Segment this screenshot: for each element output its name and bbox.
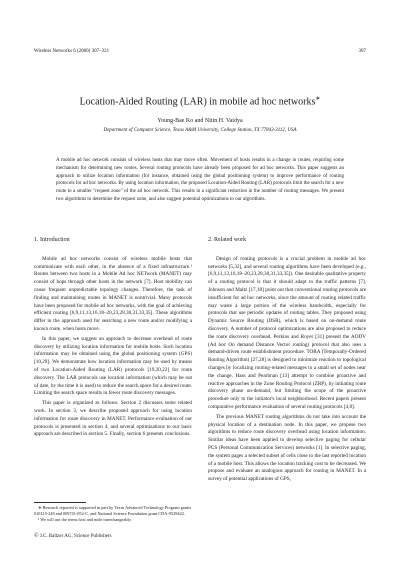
footnote: ¹ We will use the terms host and node interchangeably. — [38, 517, 132, 522]
left-column — [34, 237, 192, 439]
copyright-symbol: © — [34, 533, 39, 539]
footnote-divider — [34, 502, 86, 503]
page-number: 307 — [358, 49, 366, 54]
author-list: Young-Bae Ko and Nitin H. Vaidya — [157, 118, 243, 125]
paper-title-text: Location-Aided Routing (LAR) in mobile ad hoc networks — [79, 96, 316, 108]
footnote: ∗ Research reported is supported in part by Texas Advanced Technology Program grants 010115-248 and 009741-052-C, and National Science Foundation grant CDA-9529442. — [34, 505, 192, 516]
abstract: A mobile ad hoc network consists of wireless hosts that may move often. Movement of hosts results in a change in routes, requiring some mechanism for determining new routes. Several routing protocols have already been proposed for ad hoc networks. This paper suggests an approach to utilize location information (for instance, obtained using the global positioning system) to improve performance of routing protocols for ad hoc networks. By using location information, the proposed Location-Aided Routing (LAR) protocols limit the search for a new route to a smaller "request zone" of the ad hoc network. This results in a significant reduction in the number of routing messages. We present two algorithms to determine the request zone, and also suggest potential optimizations to our algorithms. — [56, 158, 344, 202]
body-paragraph: In this paper, we suggest an approach to decrease overhead of route discovery by utilizing location information for mobile hosts. Such location information may be obtained using the global positioning system (GPS) [10,29]. We demonstrate how location information may be used by means of two Location-Aided Routing (LAR) protocols [19,20,22] for route discovery. The LAR protocols use location information (which may be out of date, by the time it is used) to reduce the search space for a desired route. Limiting the search space results in fewer route discovery messages. — [34, 335, 192, 397]
copyright-line — [34, 533, 112, 539]
running-header — [34, 49, 366, 59]
section-heading-related-work: 2. Related work — [208, 237, 247, 243]
affiliation: Department of Computer Science, Texas A&M University, College Station, TX 77843-3112, USA — [103, 128, 297, 134]
title-footnote-mark: ∗ — [315, 96, 321, 102]
section-heading-introduction: 1. Introduction — [34, 237, 70, 243]
footnotes — [34, 505, 192, 523]
body-paragraph: Design of routing protocols is a crucial problem in mobile ad hoc networks [5,32], and several routing algorithms have been developed (e.g., [6,9,11,13,16,18–20,23,28,30,31,33,35]). One desirable qualitative property of a routing protocol is that it should adapt to the traffic patterns [7]. Johnson and Maltz [17,18] point out that conventional routing protocols are insufficient for ad hoc networks, since the amount of routing related traffic may waste a large portion of the wireless bandwidth, especially for protocols that use periodic updates of routing tables. They proposed using Dynamic Source Routing (DSR), which is based on on-demand route discovery. A number of protocol optimizations are also proposed to reduce the route discovery overhead. Perkins and Royer [31] present the AODV (Ad hoc On demand Distance Vector routing) protocol that also uses a demand-driven route establishment procedure. TORA (Temporally-Ordered Routing Algorithm) [27,28] is designed to minimize reaction to topological changes by localizing routing-related messages to a small set of nodes near the change. Hass and Pearlman [13] attempt to combine proactive and reactive approaches in the Zone Routing Protocol (ZRP), by initiating route discovery phase on-demand, but limiting the scope of the proactive procedure only to the initiator's local neighborhood. Recent papers present comparative performance evaluation of several routing protocols [4,8]. — [208, 255, 366, 410]
body-paragraph: This paper is organized as follows. Section 2 discusses some related work. In section 3, we describe proposed approach for using location information for route discovery in MANET. Performance evaluation of our protocols is presented in section 4, and several optimizations to our basic approach are described in section 5. Finally, section 6 presents conclusions. — [34, 400, 192, 438]
journal-citation: Wireless Networks 6 (2000) 307–321 — [34, 49, 110, 54]
paper-title — [34, 95, 366, 107]
body-paragraph: The previous MANET routing algorithms do not take into account the physical location of a destination node. In this paper, we propose two algorithms to reduce route discovery overhead using location information. Similar ideas have been applied to develop selective paging for cellular PCS (Personal Communication Services) networks [1]. In selective paging, the system pages a selected subset of cells close to the last reported location of a mobile host. This allows the location tracking cost to be decreased. We propose and evaluate an analogous approach for routing in MANET. In a survey of potential applications of GPS, — [208, 413, 366, 483]
body-paragraph: Mobile ad hoc networks consist of wireless mobile hosts that communicate with each other, in the absence of a fixed infrastructure.¹ Routes between two hosts in a Mobile Ad hoc NETwork (MANET) may consist of hops through other hosts in the network [7]. Host mobility can cause frequent unpredictable topology changes. Therefore, the task of finding and maintaining routes in MANET is nontrivial. Many protocols have been proposed for mobile ad hoc networks, with the goal of achieving efficient routing [6,9,11,13,16,18–20,23,28,30,31,33,35]. These algorithms differ in the approach used for searching a new route and/or modifying a known route, when hosts move. — [34, 255, 192, 332]
right-column — [208, 237, 366, 484]
publisher-name: J.C. Baltzer AG, Science Publishers — [39, 534, 112, 539]
title-block — [34, 95, 366, 133]
